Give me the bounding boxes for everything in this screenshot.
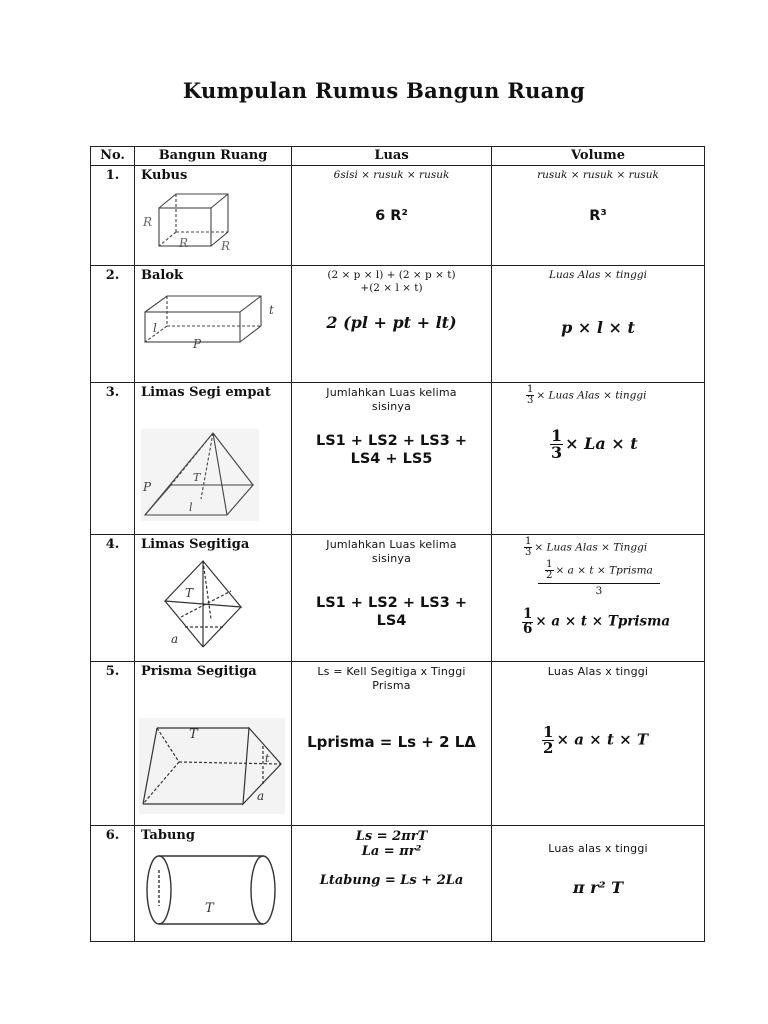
shape-cell — [135, 535, 292, 662]
area-formula-1: Ls = 2πrT — [355, 829, 428, 844]
volume-cell — [492, 166, 705, 266]
fig-label: T — [205, 901, 214, 916]
cuboid-figure — [141, 290, 286, 350]
volume-result-line: $\frac{1}{2}$ × a × t × T — [543, 723, 649, 757]
volume-cell — [492, 826, 705, 942]
shape-cell — [135, 383, 292, 535]
triangular-prism-figure — [139, 718, 285, 814]
fig-label: T — [189, 727, 198, 742]
shape-cell — [135, 266, 292, 383]
volume-cell — [492, 535, 705, 662]
volume-formula-line: $\frac{1}{3}$ × Luas Alas × tinggi — [527, 384, 647, 406]
nested-numerator: $\frac{1}{2}$ × a × t × Tprisma — [538, 560, 660, 584]
area-formula: Jumlahkan Luas kelima sisinya — [326, 538, 457, 565]
area-cell — [292, 535, 492, 662]
square-pyramid-figure — [141, 429, 259, 521]
area-formula-2: La = πr² — [361, 844, 422, 859]
volume-result: R³ — [589, 208, 607, 224]
area-formula-1: (2 × p × l) + (2 × p × t) — [327, 269, 456, 281]
fig-label: t — [265, 752, 270, 765]
row-number: 6. — [91, 826, 135, 942]
fig-label: l — [153, 321, 157, 335]
table-row — [91, 383, 705, 535]
fig-label: P — [193, 337, 202, 350]
volume-result-line: $\frac{1}{3}$ × La × t — [551, 426, 638, 462]
volume-cell — [492, 383, 705, 535]
cube-figure — [141, 190, 241, 252]
fig-label: P — [143, 480, 152, 494]
shape-name: Prisma Segitiga — [141, 664, 257, 679]
row-number: 2. — [91, 266, 135, 383]
row-number: 5. — [91, 662, 135, 826]
shape-cell — [135, 166, 292, 266]
fig-label: a — [257, 789, 265, 803]
shape-name: Limas Segitiga — [141, 537, 250, 552]
area-result: 6 R² — [375, 208, 408, 224]
fig-label: R — [221, 239, 231, 252]
fig-label: a — [171, 632, 179, 646]
area-cell — [292, 266, 492, 383]
volume-nested-fraction — [538, 560, 660, 598]
fraction: $\frac{1}{2}$ — [543, 723, 554, 757]
area-cell — [292, 383, 492, 535]
header-volume: Volume — [492, 147, 705, 166]
fig-label: T — [193, 471, 201, 484]
fig-label: t — [269, 303, 274, 317]
volume-formula: Luas Alas × tinggi — [549, 269, 647, 281]
shape-name: Limas Segi empat — [141, 385, 271, 400]
shape-cell — [135, 662, 292, 826]
area-result: 2 (pl + pt + lt) — [326, 313, 457, 332]
fig-label: T — [185, 586, 194, 600]
shape-cell — [135, 826, 292, 942]
header-no: No. — [91, 147, 135, 166]
volume-result-line: $\frac{1}{6}$ × a × t × Tprisma — [523, 606, 671, 637]
volume-cell — [492, 662, 705, 826]
triangular-pyramid-figure — [141, 557, 253, 653]
row-number: 1. — [91, 166, 135, 266]
volume-formula-line: $\frac{1}{3}$ × Luas Alas × Tinggi — [525, 536, 648, 558]
area-result: LS1 + LS2 + LS3 + LS4 + LS5 — [315, 433, 467, 467]
area-result: Ltabung = Ls + 2La — [319, 873, 464, 888]
fraction: $\frac{1}{6}$ — [523, 606, 533, 637]
page-title: Kumpulan Rumus Bangun Ruang — [182, 78, 586, 103]
fraction: $\frac{1}{3}$ — [551, 426, 563, 462]
area-formula: 6sisi × rusuk × rusuk — [333, 169, 450, 181]
formula-table — [90, 146, 705, 942]
area-formula-2: +(2 × l × t) — [360, 282, 423, 294]
area-result: LS1 + LS2 + LS3 + LS4 — [315, 595, 467, 629]
shape-name: Balok — [141, 268, 184, 283]
fig-label: R — [179, 236, 189, 250]
table-row — [91, 826, 705, 942]
volume-formula: Luas alas x tinggi — [548, 842, 648, 855]
header-shape: Bangun Ruang — [135, 147, 292, 166]
row-number: 4. — [91, 535, 135, 662]
volume-result: p × l × t — [561, 318, 635, 337]
table-row — [91, 166, 705, 266]
nested-denominator: 3 — [595, 585, 603, 597]
fraction: $\frac{1}{3}$ — [527, 384, 534, 406]
table-row — [91, 535, 705, 662]
volume-cell — [492, 266, 705, 383]
area-cell — [292, 166, 492, 266]
table-row — [91, 662, 705, 826]
row-number: 3. — [91, 383, 135, 535]
cylinder-figure — [141, 850, 281, 930]
volume-result: π r² T — [572, 878, 624, 897]
area-formula: Ls = Kell Segitiga x Tinggi Prisma — [317, 665, 466, 692]
area-cell — [292, 662, 492, 826]
header-area: Luas — [292, 147, 492, 166]
area-formula: Jumlahkan Luas kelima sisinya — [326, 386, 457, 413]
fraction: $\frac{1}{3}$ — [525, 536, 532, 558]
volume-formula: Luas Alas x tinggi — [547, 665, 649, 678]
area-result: Lprisma = Ls + 2 LΔ — [307, 733, 476, 751]
table-row — [91, 266, 705, 383]
volume-formula: rusuk × rusuk × rusuk — [537, 169, 659, 181]
fraction: $\frac{1}{2}$ — [546, 559, 553, 581]
fig-label: l — [189, 501, 193, 514]
area-cell — [292, 826, 492, 942]
shape-name: Kubus — [141, 168, 188, 183]
table-header-row — [91, 147, 705, 166]
fig-label: R — [143, 215, 153, 229]
shape-name: Tabung — [141, 828, 195, 843]
